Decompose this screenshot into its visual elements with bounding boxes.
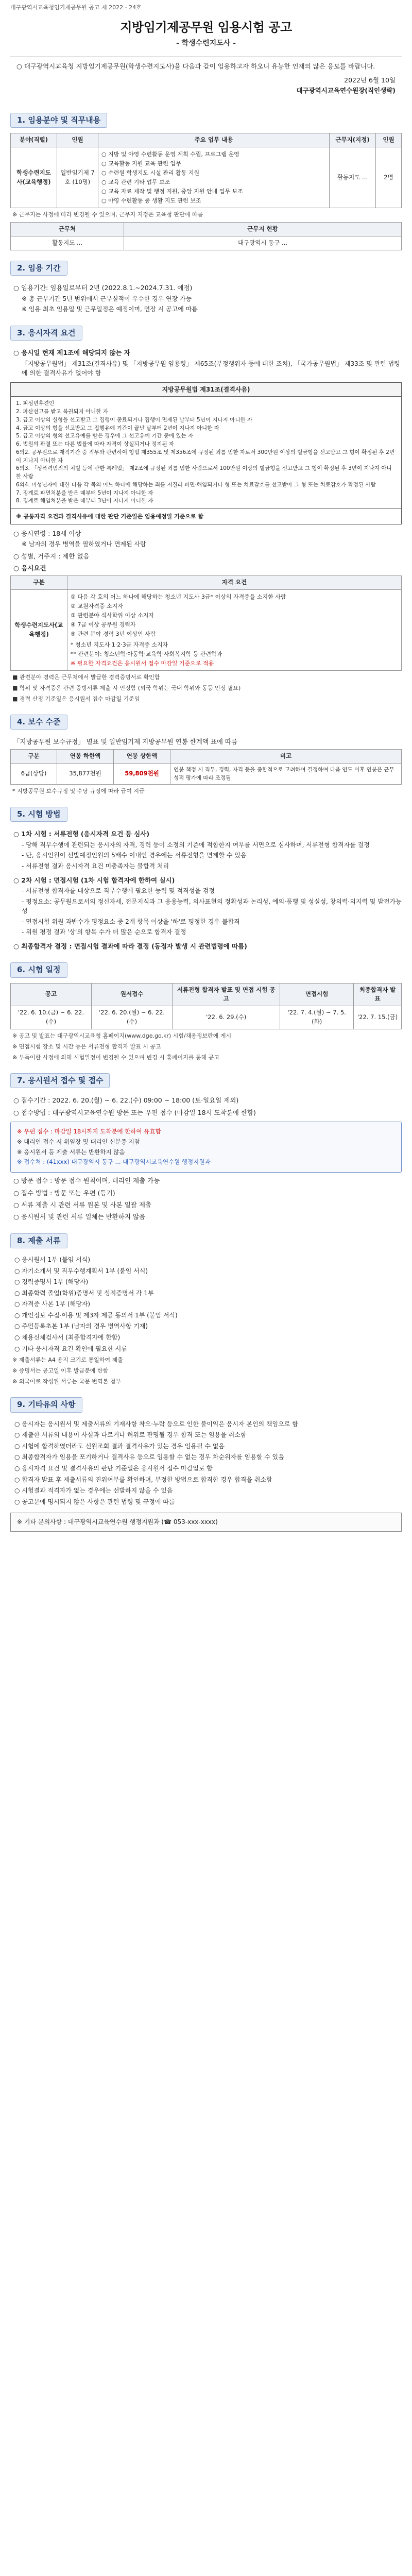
list-item: ○ 제출한 서류의 내용이 사실과 다르거나 허위로 판명될 경우 합격 또는 임용을 취소함 [14,1431,247,1439]
table-header: 인원 [376,133,402,147]
note: * 지방공무원 보수규정 및 수당 규정에 따라 급여 지급 [12,788,145,795]
age-note: ※ 남자의 경우 병역을 필하였거나 면제된 사람 [22,540,146,548]
table-header: 구분 [11,575,67,589]
table-header: 근무지 현황 [124,223,402,236]
table-cell: 대구광역시 동구 ... [124,236,402,250]
list-item: ○ 응시원서 1부 (붙임 서식) [14,1256,91,1263]
list-item: ○ 경력증명서 1부 (해당자) [14,1278,89,1286]
exam-step: ○ 최종합격자 결정 : 면접시험 결과에 따라 결정 (동점자 발생 시 관련법령에 따름) [13,942,247,950]
section-heading-8: 8. 제출 서류 [10,1233,67,1248]
table-cell: '22. 6. 10.(금) ~ 6. 22.(수) [11,1006,92,1029]
table-cell: 일반임기제 7호 (10명) [57,147,98,208]
exam-step: ○ 1차 시험 : 서류전형 (응시자격 요건 등 심사) [13,830,150,838]
notice-list [10,1419,402,1507]
page-title: 지방임기제공무원 임용시험 공고 [120,20,292,35]
apply-text: ○ 접수방법 : 대구광역시교육연수원 방문 또는 우편 접수 (마감일 18시 도착분에 한함) [13,1108,256,1116]
list-item: ○ 기타 응시자격 요건 확인에 필요한 서류 [14,1345,127,1352]
apply-text: ○ 접수기간 : 2022. 6. 20.(월) ~ 6. 22.(수) 09:00 ~ 18:00 (토·일요일 제외) [13,1096,239,1105]
exam-detail: - 서류전형 합격자를 대상으로 직무수행에 필요한 능력 및 적격성을 검정 [22,887,215,894]
box-title: 지방공무원법 제31조(결격사유) [11,383,401,397]
apply-text: ○ 접수 방법 : 방문 또는 우편 (등기) [13,1189,115,1197]
exam-step: ○ 2차 시험 : 면접시험 (1차 시험 합격자에 한하여 실시) [13,876,175,884]
apply-text: ○ 서류 제출 시 관련 서류 원본 및 사본 일괄 제출 [13,1200,151,1209]
note: ■ 관련분야 경력은 근무처에서 발급한 경력증명서로 확인함 [12,673,160,681]
section-heading-3: 3. 응시자격 요건 [10,326,82,341]
exam-detail: - 서류전형 결과 응시자격 요건 미충족자는 불합격 처리 [22,862,169,870]
apply-text: ○ 응시원서 및 관련 서류 일체는 반환하지 않음 [13,1213,146,1221]
table-header: 연봉 하한액 [57,749,114,763]
section-heading-6: 6. 시험 일정 [10,962,67,977]
intro-section [10,57,402,103]
disqualification-box [10,382,402,524]
note: ※ 증명서는 공고일 이후 발급분에 한함 [12,1367,109,1375]
section-heading-4: 4. 보수 수준 [10,715,67,730]
note: ■ 학위 및 자격증은 관련 증빙서류 제출 시 인정함 (외국 학위는 국내 학위와 동등 인정 필요) [12,685,241,692]
table-header: 원서접수 [92,983,173,1006]
list-item: ○ 응시자격 요건 및 결격사유의 판단 기준일은 응시원서 접수 마감일로 함 [14,1465,213,1472]
list-item: ○ 주민등록초본 1부 (남자의 경우 병역사항 기재) [14,1323,148,1330]
age-text: ○ 응시연령 : 18세 이상 [13,530,81,538]
table-header: 근무처 [11,223,124,236]
table-cell: 활동지도 ... [330,147,376,208]
list-item: ○ 자격증 사본 1부 (해당자) [14,1300,91,1308]
table-cell: 학생수련지도사(교육행정) [11,147,57,208]
table-cell: 35,877천원 [57,763,114,785]
table-cell: '22. 7. 15.(금) [354,1006,402,1029]
qualification-desc: 「지방공무원법」 제31조(결격사유) 및 「지방공무원 임용령」 제65조(부정행위자 등에 대한 조치), 「국가공무원법」 제33조 및 관련 법령에 의한 결격사유가 없어야 함 [22,360,400,377]
section-heading-7: 7. 응시원서 접수 및 접수 [10,1073,110,1088]
table-header: 인원 [57,133,98,147]
notice-number: 대구광역시교육청임기제공무원 공고 제 2022 - 24호 [10,4,142,11]
list-item: ○ 응시자는 응시원서 및 제출서류의 기재사항 착오·누락 등으로 인한 불이익은 응시자 본인의 책임으로 함 [14,1420,298,1428]
requirement-cell: ① 다음 각 호의 어느 하나에 해당하는 청소년 지도사 3급* 이상의 자격증을 소지한 사람 ② 교원자격증 소지자 ③ 관련분야 석사학위 이상 소지자 ④ 7급 이상 공무원 경력자 ⑤ 관련 분야 경력 3년 이상인 사람 * 청소년 지도사 1·2·3급 자격증 소지자 ** 관련분야: 청소년학·아동학·교육학·사회복지학 등 관련학과 ※ 필요한 자격요건은 응시원서 접수 마감일 기준으로 적용 [67,589,402,670]
duties-cell: ○ 지방 및 야영 수련활동 운영 계획 수립, 프로그램 운영 ○ 교육활동 지원 교육 관련 업무 ○ 수련원 학생지도 시설 관리 활동 지원 ○ 교육 관련 기타 업무 보조 ○ 교육 자료 제작 및 행정 지원, 중앙 지원 안내 업무 보조 ○ 야영 수련활동 중 생활 지도 관련 보조 [98,147,330,208]
box-body: 1. 피성년후견인 2. 파산선고를 받고 복권되지 아니한 자 3. 금고 이상의 실형을 선고받고 그 집행이 종료되거나 집행이 면제된 날부터 5년이 지나지 아니한 자 4. 금고 이상의 형을 선고받고 그 집행유예 기간이 끝난 날부터 2년이 지나지 아니한 자 5. 금고 이상의 형의 선고유예를 받은 경우에 그 선고유예 기간 중에 있는 자 6. 법원의 판결 또는 다른 법률에 따라 자격이 상실되거나 정지된 자 6의2. 공무원으로 재직기간 중 직무와 관련하여 형법 제355조 및 제356조에 규정된 죄를 범한 자로서 300만원 이상의 벌금형을 선고받고 그 형이 확정된 후 2년이 지나지 아니한 자 6의3. 「성폭력범죄의 처벌 등에 관한 특례법」 제2조에 규정된 죄를 범한 사람으로서 100만원 이상의 벌금형을 선고받고 그 형이 확정된 후 3년이 지나지 아니한 사람 6의4. 미성년자에 대한 다음 각 목의 어느 하나에 해당하는 죄를 저질러 파면·해임되거나 형 또는 치료감호를 선고받아 그 형 또는 치료감호가 확정된 사람 7. 징계로 파면처분을 받은 때부터 5년이 지나지 아니한 자 8. 징계로 해임처분을 받은 때부터 3년이 지나지 아니한 자 [16,400,395,504]
table-cell: 활동지도 ... [11,236,124,250]
signer: 대구광역시교육연수원장(직인생략) [296,86,396,94]
list-item: ○ 시험에 합격하였더라도 신원조회 결과 결격사유가 있는 경우 임용될 수 없음 [14,1442,225,1450]
table-cell: '22. 6. 29.(수) [173,1006,280,1029]
requirement-title: ○ 응시요건 [13,564,46,572]
list-item: ○ 자기소개서 및 직무수행계획서 1부 (붙임 서식) [14,1267,148,1275]
notice-date: 2022년 6월 10일 [344,76,396,84]
recruit-table [10,133,402,208]
table-header: 공고 [11,983,92,1006]
table-header: 자격 요건 [67,575,402,589]
list-item: ○ 개인정보 수집·이용 및 제3자 제공 동의서 1부 (붙임 서식) [14,1311,178,1319]
section-heading-2: 2. 임용 기간 [10,261,67,276]
exam-detail: - 위원 평정 결과 '상'의 항목 수가 더 많은 순으로 합격자 결정 [22,928,186,936]
list-item: ○ 채용신체검사서 (최종합격자에 한함) [14,1334,121,1342]
table-cell: 연봉 책정 시 직무, 경력, 자격 등을 종합적으로 고려하여 결정하며 다음 연도 이후 연봉은 근무성적 평가에 따라 조정됨 [170,763,402,785]
section-heading-9: 9. 기타유의 사항 [10,1397,82,1412]
table-cell: 학생수련지도사(교육행정) [11,589,67,670]
list-item: ○ 최종합격자가 임용을 포기하거나 결격사유 등으로 임용할 수 없는 경우 차순위자를 임용할 수 있음 [14,1453,284,1461]
box-footer: ※ 공통자격 요건과 결격사유에 대한 판단 기준일은 임용예정일 기준으로 함 [11,509,401,524]
exam-detail: - 단, 응시인원이 선발예정인원의 5배수 이내인 경우에는 서류전형을 면제할 수 있음 [22,852,247,859]
note: ※ 부득이한 사정에 의해 시험일정이 변경될 수 있으며 변경 시 홈페이지를 통해 공고 [12,1054,219,1061]
apply-info-box: ※ 우편 접수 : 마감일 18시까지 도착분에 한하여 유효함 ※ 대리인 접수 시 위임장 및 대리인 신분증 지참 ※ 응시원서 등 제출 서류는 반환하지 않음 ※ 접수처 : (41xxx) 대구광역시 동구 ... 대구광역시교육연수원 행정지원과 [10,1122,402,1173]
period-note: ※ 총 근무기간 5년 범위에서 근무실적이 우수한 경우 연장 가능 [22,295,192,302]
contact-box: ※ 기타 문의사항 : 대구광역시교육연수원 행정지원과 (☎ 053-xxx-xxxx) [10,1513,402,1532]
schedule-table [10,983,402,1029]
table-header: 비고 [170,749,402,763]
table-cell: 6급(상당) [11,763,57,785]
qualification-text: ○ 응시일 현재 제1조에 해당되지 않는 자 [13,349,130,357]
exam-detail: - 면접시험 위원 과반수가 평정요소 중 2개 항목 이상을 '하'로 평정한 경우 불합격 [22,918,240,925]
table-header: 서류전형 합격자 발표 및 면접 시험 공고 [173,983,280,1006]
intro-paragraph: ○ 대구광역시교육청 지방임기제공무원(학생수련지도사)을 다음과 같이 임용하고자 하오니 유능한 인재의 많은 응모를 바랍니다. [16,62,375,70]
list-item: ○ 합격자 발표 후 제출서류의 진위여부를 확인하며, 부정한 방법으로 합격한 경우 합격을 취소함 [14,1476,272,1483]
pay-table [10,749,402,785]
apply-text: ○ 방문 접수 : 방문 접수 원칙이며, 대리인 제출 가능 [13,1177,160,1185]
note: ■ 경력 산정 기준일은 응시원서 접수 마감일 기준임 [12,696,140,703]
period-note: ※ 임용 최초 임용일 및 근무일정은 예정이며, 연장 시 공고에 따름 [22,306,198,313]
table-cell: '22. 6. 20.(월) ~ 6. 22.(수) [92,1006,173,1029]
period-text: ○ 임용기간: 임용일로부터 2년 (2022.8.1.~2024.7.31. 예정) [13,284,193,292]
exam-detail: - 평정요소: 공무원으로서의 정신자세, 전문지식과 그 응용능력, 의사표현의 정확성과 논리성, 예의·품행 및 성실성, 창의력·의지력 및 발전가능성 [22,897,402,915]
table-header: 구분 [11,749,57,763]
table-header: 연봉 상한액 [114,749,170,763]
section-heading-5: 5. 시험 방법 [10,807,67,822]
exam-detail: - 당해 직무수행에 관련되는 응시자의 자격, 경력 등이 소정의 기준에 적합한지 여부를 서면으로 심사하며, 서류전형 합격자를 결정 [22,841,370,849]
note: ※ 제출서류는 A4 용지 크기로 통일하여 제출 [12,1357,123,1364]
location-table [10,222,402,250]
list-item: ○ 시험결과 적격자가 없는 경우에는 선발하지 않을 수 있음 [14,1487,173,1495]
section-heading-1: 1. 임용분야 및 직무내용 [10,113,107,128]
note: ※ 근무지는 사정에 따라 변경될 수 있으며, 근무지 지정은 교육청 판단에 따름 [12,211,203,218]
table-header: 최종합격자 발표 [354,983,402,1006]
table-header: 분야(직렬) [11,133,57,147]
page-subtitle: - 학생수련지도사 - [176,39,236,48]
table-cell: 59,809천원 [114,763,170,785]
table-header: 근무지(지정) [330,133,376,147]
gender-text: ○ 성별, 거주지 : 제한 없음 [13,552,90,561]
note: ※ 공고 및 발표는 대구광역시교육청 홈페이지(www.dge.go.kr) 시험/채용정보란에 게시 [12,1032,232,1039]
documents-list [10,1255,402,1353]
requirement-table [10,575,402,671]
table-header: 면접시험 [280,983,354,1006]
table-cell: 2명 [376,147,402,208]
pay-text: 「지방공무원 보수규정」 별표 및 일반임기제 지방공무원 연봉 한계액 표에 따름 [13,738,238,746]
table-cell: '22. 7. 4.(월) ~ 7. 5.(화) [280,1006,354,1029]
table-header: 주요 업무 내용 [98,133,330,147]
note: ※ 외국어로 작성된 서류는 국문 번역본 첨부 [12,1378,121,1385]
note: ※ 면접시험 장소 및 시간 등은 서류전형 합격자 발표 시 공고 [12,1043,161,1050]
list-item: ○ 최종학력 졸업(학위)증명서 및 성적증명서 각 1부 [14,1289,154,1297]
list-item: ○ 공고문에 명시되지 않은 사항은 관련 법령 및 규정에 따름 [14,1498,175,1505]
